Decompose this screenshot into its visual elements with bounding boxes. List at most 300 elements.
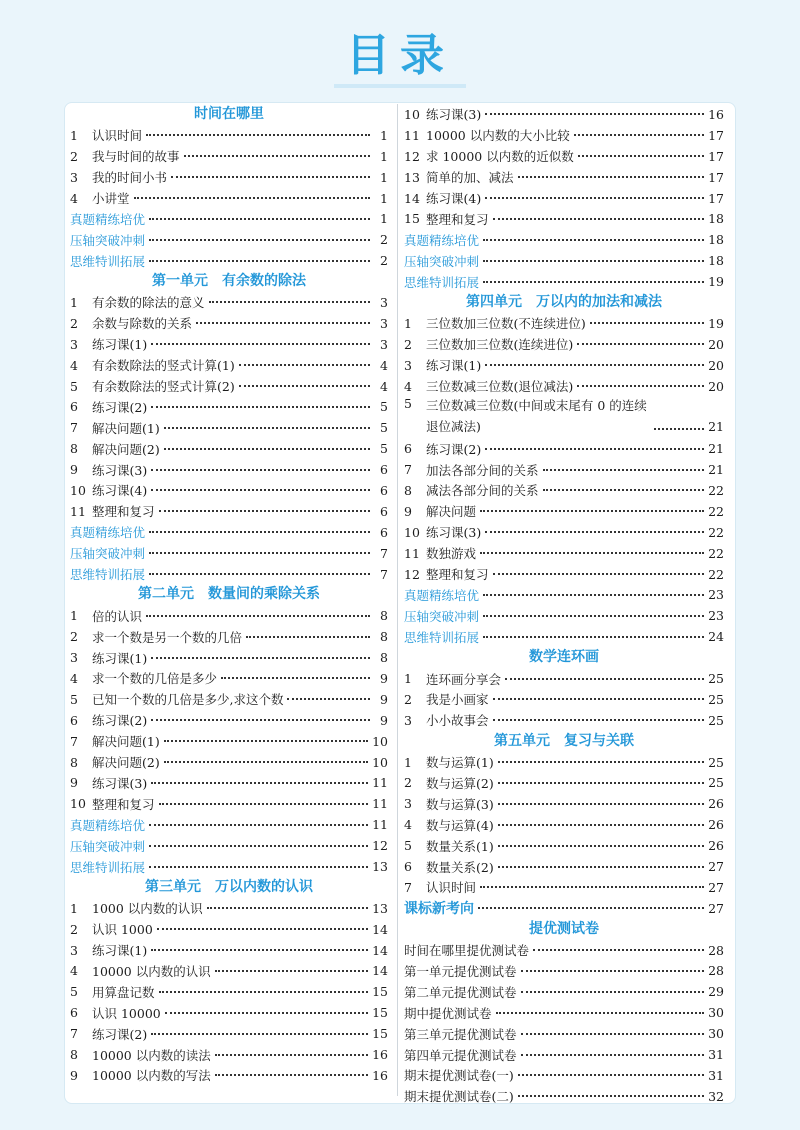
toc-page-number: 31 (708, 1067, 724, 1083)
toc-page-number: 25 (708, 691, 724, 707)
toc-entry[interactable] (70, 1002, 388, 1023)
toc-entry[interactable] (404, 543, 724, 564)
toc-leader-dots (146, 134, 370, 136)
toc-entry[interactable] (404, 1002, 724, 1023)
toc-entry-title: 思维特训拓展 (70, 859, 146, 875)
toc-entry-title: 练习课(4) (92, 483, 148, 499)
toc-entry-title: 数独游戏 (426, 546, 477, 562)
toc-entry-title: 练习课(2) (92, 399, 148, 415)
toc-entry[interactable] (404, 146, 724, 167)
toc-entry-title: 数与运算(1) (426, 755, 494, 771)
toc-entry[interactable] (70, 940, 388, 961)
toc-leader-dots (498, 803, 704, 805)
toc-page-number: 8 (380, 608, 388, 624)
toc-page-number: 30 (708, 1005, 724, 1021)
toc-entry[interactable] (70, 1023, 388, 1044)
toc-entry-number: 2 (70, 921, 78, 937)
toc-entry[interactable] (404, 125, 724, 146)
toc-entry-number: 2 (404, 775, 412, 791)
toc-entry-number: 3 (70, 336, 78, 352)
toc-leader-dots (498, 782, 704, 784)
toc-leader-dots (159, 510, 370, 512)
toc-page-number: 14 (372, 942, 388, 958)
toc-entry-number: 6 (404, 441, 412, 457)
toc-entry[interactable] (404, 188, 724, 209)
toc-entry[interactable] (404, 355, 724, 376)
toc-page-number: 1 (380, 211, 388, 227)
toc-entry[interactable] (70, 396, 388, 417)
toc-entry[interactable] (404, 773, 724, 794)
toc-entry-title: 思维特训拓展 (70, 253, 146, 269)
toc-page-number: 22 (708, 524, 724, 540)
toc-entry[interactable] (404, 167, 724, 188)
toc-entry[interactable] (70, 334, 388, 355)
toc-entry-title: 练习课(1) (92, 650, 148, 666)
toc-page-number: 30 (708, 1026, 724, 1042)
toc-entry-number: 7 (404, 462, 412, 478)
toc-entry[interactable] (404, 585, 724, 606)
toc-page-number: 27 (708, 859, 724, 875)
toc-page-number: 20 (708, 357, 724, 373)
toc-leader-dots (151, 782, 368, 784)
toc-page-number: 26 (708, 817, 724, 833)
toc-entry-number: 6 (70, 399, 78, 415)
toc-page-number: 5 (380, 420, 388, 436)
toc-page-number: 4 (380, 378, 388, 394)
toc-entry-title: 练习课(3) (92, 462, 148, 478)
toc-entry-number: 11 (70, 503, 86, 519)
toc-entry-title: 数与运算(2) (426, 775, 494, 791)
toc-leader-dots (151, 469, 370, 471)
toc-page-number: 9 (380, 670, 388, 686)
toc-entry[interactable] (70, 417, 388, 438)
toc-entry[interactable] (404, 877, 724, 898)
toc-entry[interactable] (70, 710, 388, 731)
toc-page-number: 18 (708, 253, 724, 269)
toc-entry[interactable] (404, 961, 724, 982)
toc-page-number: 15 (372, 1005, 388, 1021)
toc-right-column (404, 104, 724, 1107)
toc-entry[interactable] (404, 104, 724, 125)
toc-page-number: 22 (708, 503, 724, 519)
toc-page-number: 4 (380, 357, 388, 373)
toc-page-number: 21 (708, 419, 724, 435)
toc-leader-dots (533, 949, 704, 951)
toc-leader-dots (215, 1074, 368, 1076)
toc-entry-number: 3 (70, 942, 78, 958)
toc-entry-number: 12 (404, 148, 420, 164)
toc-entry-number: 7 (404, 879, 412, 895)
toc-entry-title: 练习课(3) (426, 525, 482, 541)
toc-page-number: 25 (708, 775, 724, 791)
toc-entry[interactable] (70, 459, 388, 480)
toc-entry-title: 思维特训拓展 (70, 567, 146, 583)
toc-page-number: 21 (708, 441, 724, 457)
toc-page-number: 11 (372, 817, 388, 833)
toc-page-number: 1 (380, 169, 388, 185)
toc-entry-number: 9 (404, 503, 412, 519)
toc-entry[interactable] (404, 208, 724, 229)
toc-page-number: 19 (708, 274, 724, 290)
toc-page-number: 23 (708, 608, 724, 624)
toc-page-number: 6 (380, 482, 388, 498)
toc-page-number: 15 (372, 1026, 388, 1042)
toc-entry[interactable] (70, 501, 388, 522)
toc-leader-dots (207, 907, 368, 909)
toc-entry-number: 10 (70, 482, 86, 498)
toc-entry[interactable] (70, 856, 388, 877)
toc-entry-number: 7 (70, 1026, 78, 1042)
toc-entry-number: 1 (70, 294, 78, 310)
toc-entry-title: 练习课(1) (426, 358, 482, 374)
toc-entry-number: 8 (70, 1047, 78, 1063)
toc-page-number: 14 (372, 921, 388, 937)
toc-entry-title: 解决问题 (426, 504, 477, 520)
toc-section-heading: 数学连环画 (529, 649, 599, 666)
toc-entry-number: 3 (404, 796, 412, 812)
toc-entry[interactable] (70, 835, 388, 856)
toc-entry-title: 认识 10000 (92, 1005, 161, 1021)
toc-leader-dots (483, 615, 704, 617)
toc-page-number: 7 (380, 545, 388, 561)
toc-entry[interactable] (404, 438, 724, 459)
toc-entry-title: 练习课(2) (92, 713, 148, 729)
toc-entry[interactable] (70, 355, 388, 376)
toc-page-number: 18 (708, 211, 724, 227)
toc-leader-dots (480, 510, 704, 512)
toc-entry[interactable] (404, 376, 724, 397)
toc-entry-title: 整理和复习 (426, 567, 489, 583)
toc-leader-dots (483, 281, 704, 283)
toc-leader-dots (485, 197, 704, 199)
toc-entry-title: 倍的认识 (92, 608, 143, 624)
toc-entry[interactable] (70, 647, 388, 668)
toc-entry[interactable] (404, 940, 724, 961)
toc-entry-number: 9 (70, 775, 78, 791)
toc-page-number: 5 (380, 441, 388, 457)
toc-page-number: 19 (708, 315, 724, 331)
toc-leader-dots (239, 385, 370, 387)
toc-page-number: 27 (708, 879, 724, 895)
toc-leader-dots (151, 489, 370, 491)
toc-leader-dots (505, 678, 704, 680)
toc-entry[interactable] (70, 480, 388, 501)
toc-page-number: 16 (708, 106, 724, 122)
toc-entry[interactable] (404, 396, 724, 438)
toc-entry-title: 我的时间小书 (92, 170, 168, 186)
toc-entry[interactable] (70, 229, 388, 250)
toc-entry-title: 解决问题(1) (92, 420, 160, 436)
toc-entry-title: 认识时间 (426, 880, 477, 896)
toc-entry[interactable] (404, 459, 724, 480)
toc-entry-title: 加法各部分间的关系 (426, 462, 539, 478)
toc-entry-title: 练习课(2) (92, 1026, 148, 1042)
toc-entry-title: 10000 以内数的认识 (92, 963, 211, 979)
toc-entry-title: 小小故事会 (426, 713, 489, 729)
toc-entry-number: 4 (404, 817, 412, 833)
toc-leader-dots (493, 218, 705, 220)
toc-leader-dots (498, 845, 704, 847)
toc-leader-dots (149, 218, 370, 220)
toc-entry-title: 认识 1000 (92, 922, 153, 938)
toc-leader-dots (209, 301, 370, 303)
toc-leader-dots (149, 239, 370, 241)
toc-entry-number: 7 (70, 733, 78, 749)
toc-page-number: 28 (708, 963, 724, 979)
toc-entry-number: 11 (404, 545, 420, 561)
toc-entry[interactable] (404, 605, 724, 626)
toc-leader-dots (164, 448, 370, 450)
toc-entry[interactable] (70, 1065, 388, 1086)
toc-section-heading: 第四单元 万以内的加法和减法 (466, 294, 662, 311)
toc-entry[interactable] (70, 981, 388, 1002)
toc-section-heading: 第二单元 数量间的乘除关系 (138, 586, 320, 603)
toc-entry-number: 4 (70, 963, 78, 979)
toc-leader-dots (521, 1054, 705, 1056)
toc-entry[interactable] (70, 292, 388, 313)
toc-entry-title: 求 10000 以内数的近似数 (426, 149, 574, 165)
toc-leader-dots (149, 824, 368, 826)
toc-entry[interactable] (70, 376, 388, 397)
toc-entry[interactable] (404, 1086, 724, 1107)
toc-entry-title: 三位数减三位数(中间或末尾有 0 的连续退位减法) (426, 398, 647, 435)
toc-leader-dots (151, 343, 370, 345)
toc-leader-dots (151, 719, 370, 721)
toc-entry[interactable] (70, 773, 388, 794)
toc-entry[interactable] (70, 919, 388, 940)
toc-entry[interactable] (70, 1044, 388, 1065)
toc-entry[interactable] (404, 710, 724, 731)
toc-page-number: 28 (708, 942, 724, 958)
toc-entry[interactable] (70, 167, 388, 188)
toc-entry[interactable] (70, 731, 388, 752)
toc-entry[interactable] (70, 146, 388, 167)
toc-entry-number: 15 (404, 211, 420, 227)
toc-leader-dots (159, 803, 369, 805)
toc-entry-title: 思维特训拓展 (404, 629, 480, 645)
toc-leader-dots (215, 1054, 368, 1056)
toc-leader-dots (493, 698, 705, 700)
toc-entry[interactable] (404, 250, 724, 271)
toc-entry-title: 压轴突破冲刺 (70, 838, 146, 854)
toc-entry-title: 期末提优测试卷(二) (404, 1089, 514, 1105)
toc-leader-dots (157, 928, 368, 930)
toc-entry-number: 4 (70, 357, 78, 373)
toc-entry[interactable] (404, 752, 724, 773)
toc-leader-dots (654, 428, 704, 430)
toc-entry[interactable] (70, 793, 388, 814)
toc-entry-number: 5 (70, 691, 78, 707)
toc-entry-title: 期中提优测试卷 (404, 1005, 492, 1021)
toc-entry-title: 连环画分享会 (426, 671, 502, 687)
toc-entry[interactable] (404, 480, 724, 501)
toc-entry-title: 思维特训拓展 (404, 274, 480, 290)
toc-entry-number: 3 (70, 650, 78, 666)
toc-entry-number: 9 (70, 1067, 78, 1083)
toc-entry-title: 解决问题(2) (92, 755, 160, 771)
toc-entry-number: 1 (404, 315, 412, 331)
toc-entry[interactable] (70, 438, 388, 459)
toc-leader-dots (149, 573, 370, 575)
toc-entry-title: 真题精练培优 (70, 211, 146, 227)
toc-entry-number: 1 (70, 608, 78, 624)
toc-entry[interactable] (70, 898, 388, 919)
toc-section-heading: 提优测试卷 (529, 920, 599, 937)
toc-entry[interactable] (404, 522, 724, 543)
toc-entry[interactable] (404, 856, 724, 877)
toc-entry[interactable] (70, 522, 388, 543)
toc-page-number: 26 (708, 838, 724, 854)
toc-entry-title: 整理和复习 (426, 211, 489, 227)
toc-entry-title: 有余数的除法的意义 (92, 295, 205, 311)
toc-entry-title: 求一个数的几倍是多少 (92, 671, 218, 687)
toc-page-number: 3 (380, 315, 388, 331)
toc-entry-title: 我与时间的故事 (92, 149, 180, 165)
toc-page-number: 22 (708, 482, 724, 498)
toc-leader-dots (543, 469, 705, 471)
toc-leader-dots (215, 970, 368, 972)
toc-leader-dots (151, 1033, 368, 1035)
toc-leader-dots (483, 636, 704, 638)
toc-entry[interactable] (404, 271, 724, 292)
toc-entry[interactable] (70, 961, 388, 982)
toc-page-number: 31 (708, 1047, 724, 1063)
toc-leader-dots (518, 1074, 704, 1076)
toc-entry-title: 减法各部分间的关系 (426, 483, 539, 499)
toc-entry[interactable] (404, 501, 724, 522)
toc-entry-title: 三位数加三位数(不连续进位) (426, 316, 586, 332)
toc-page-number: 5 (380, 399, 388, 415)
toc-entry[interactable] (404, 981, 724, 1002)
toc-entry[interactable] (404, 668, 724, 689)
toc-leader-dots (574, 134, 704, 136)
toc-page-number: 6 (380, 462, 388, 478)
toc-entry-title: 我是小画家 (426, 692, 489, 708)
toc-entry-title: 真题精练培优 (70, 525, 146, 541)
toc-entry[interactable] (404, 793, 724, 814)
toc-page-number: 20 (708, 336, 724, 352)
toc-leader-dots (521, 970, 705, 972)
toc-leader-dots (485, 531, 704, 533)
toc-entry[interactable] (70, 626, 388, 647)
toc-entry[interactable] (70, 208, 388, 229)
toc-leader-dots (493, 719, 705, 721)
toc-entry-title: 简单的加、减法 (426, 170, 514, 186)
toc-entry[interactable] (70, 564, 388, 585)
toc-section-heading: 第五单元 复习与关联 (494, 732, 634, 749)
toc-entry-number: 2 (404, 336, 412, 352)
toc-entry-number: 11 (404, 127, 420, 143)
toc-page-number: 1 (380, 190, 388, 206)
toc-entry-title: 1000 以内数的认识 (92, 901, 203, 917)
toc-page-number: 29 (708, 984, 724, 1000)
toc-entry[interactable] (70, 313, 388, 334)
toc-entry[interactable] (70, 814, 388, 835)
toc-entry-title: 练习课(1) (92, 943, 148, 959)
toc-entry[interactable] (404, 564, 724, 585)
toc-page-number: 15 (372, 984, 388, 1000)
toc-page-number: 6 (380, 503, 388, 519)
toc-entry[interactable] (404, 835, 724, 856)
toc-entry-number: 1 (404, 671, 412, 686)
toc-entry[interactable] (404, 1065, 724, 1086)
toc-page-number: 27 (708, 900, 724, 916)
toc-entry[interactable] (404, 229, 724, 250)
toc-leader-dots (543, 489, 705, 491)
toc-entry-title: 压轴突破冲刺 (70, 546, 146, 562)
toc-entry-number: 4 (70, 670, 78, 686)
toc-entry-title: 余数与除数的关系 (92, 316, 193, 332)
toc-page-number: 21 (708, 462, 724, 478)
toc-page-number: 26 (708, 796, 724, 812)
toc-entry[interactable] (404, 689, 724, 710)
toc-entry[interactable] (70, 668, 388, 689)
toc-section-entry[interactable] (404, 898, 724, 919)
page-title (0, 28, 800, 88)
toc-entry-number: 1 (404, 754, 412, 770)
toc-page-number: 16 (372, 1067, 388, 1083)
toc-page-number: 2 (380, 232, 388, 248)
toc-leader-dots (518, 176, 705, 178)
toc-leader-dots (590, 322, 704, 324)
toc-entry-title: 数与运算(4) (426, 817, 494, 833)
toc-leader-dots (149, 845, 368, 847)
toc-entry[interactable] (404, 1023, 724, 1044)
toc-entry-title: 数与运算(3) (426, 796, 494, 812)
toc-leader-dots (578, 155, 704, 157)
toc-entry[interactable] (404, 334, 724, 355)
toc-leader-dots (151, 406, 370, 408)
toc-leader-dots (159, 991, 369, 993)
toc-entry-title: 第三单元提优测试卷 (404, 1026, 517, 1042)
toc-leader-dots (493, 573, 705, 575)
toc-entry[interactable] (404, 814, 724, 835)
toc-leader-dots (483, 260, 704, 262)
toc-page-number: 11 (372, 775, 388, 791)
toc-entry[interactable] (70, 250, 388, 271)
toc-entry-title: 压轴突破冲刺 (404, 253, 480, 269)
toc-entry-title: 真题精练培优 (404, 232, 480, 248)
toc-entry[interactable] (404, 1044, 724, 1065)
toc-page-number: 17 (708, 148, 724, 164)
toc-entry[interactable] (70, 188, 388, 209)
toc-entry-title: 解决问题(2) (92, 441, 160, 457)
toc-leader-dots (149, 260, 370, 262)
toc-page-number: 25 (708, 754, 724, 770)
toc-page-number: 16 (372, 1047, 388, 1063)
toc-entry-title: 有余数除法的竖式计算(1) (92, 358, 235, 374)
toc-entry[interactable] (70, 752, 388, 773)
toc-entry-title: 已知一个数的几倍是多少,求这个数 (92, 692, 284, 708)
toc-entry[interactable] (70, 125, 388, 146)
toc-entry-number: 6 (70, 712, 78, 728)
toc-page-number: 32 (708, 1088, 724, 1104)
toc-entry[interactable] (404, 626, 724, 647)
toc-entry[interactable] (70, 543, 388, 564)
toc-leader-dots (498, 866, 704, 868)
toc-entry-number: 5 (404, 396, 412, 412)
toc-entry-number: 1 (70, 127, 78, 143)
toc-leader-dots (498, 824, 704, 826)
toc-entry-number: 2 (404, 691, 412, 707)
toc-entry[interactable] (70, 605, 388, 626)
toc-entry-number: 5 (70, 378, 78, 394)
toc-entry-title: 练习课(1) (92, 337, 148, 353)
toc-page-number: 7 (380, 566, 388, 582)
toc-entry[interactable] (70, 689, 388, 710)
toc-entry[interactable] (404, 313, 724, 334)
toc-entry-title: 整理和复习 (92, 504, 155, 520)
